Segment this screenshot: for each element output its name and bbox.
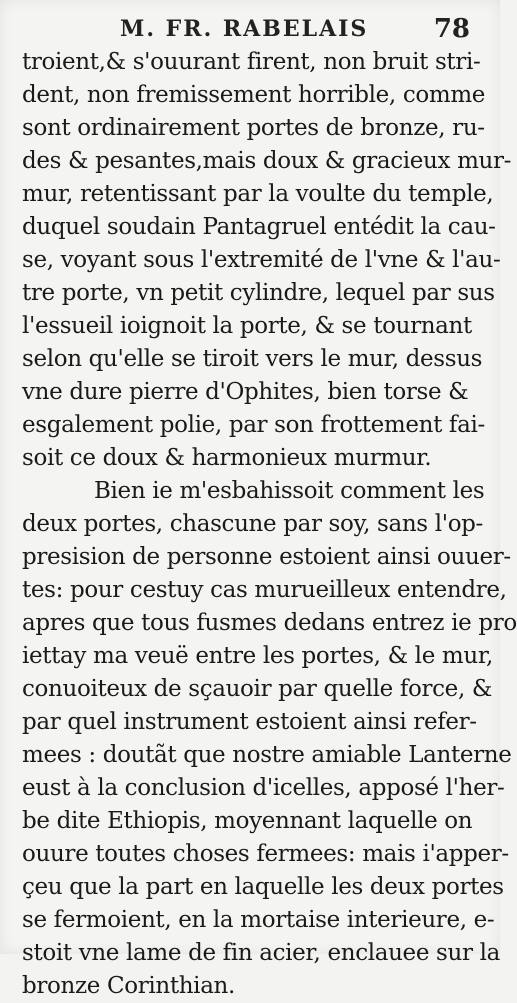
page-header — [0, 10, 500, 50]
text-line: eust à la conclusion d'icelles, apposé l'her- — [22, 775, 505, 801]
text-line: bronze Corinthian. — [22, 973, 235, 999]
text-line: conuoiteux de sçauoir par quelle force, & — [22, 676, 492, 702]
text-line: ouure toutes choses fermees: mais i'apper- — [22, 841, 509, 867]
text-line: mur, retentissant par la voulte du temple, — [22, 181, 494, 207]
text-line: vne dure pierre d'Ophites, bien torse & — [22, 379, 469, 405]
text-line: mees : doutãt que nostre amiable Lanterne — [22, 742, 512, 768]
text-line: soit ce doux & harmonieux murmur. — [22, 445, 432, 471]
body-text — [22, 46, 517, 1003]
text-line: stoit vne lame de fin acier, enclauee sur la — [22, 940, 500, 966]
text-line: selon qu'elle se tiroit vers le mur, dessus — [22, 346, 483, 372]
text-line: be dite Ethiopis, moyennant laquelle on — [22, 808, 473, 834]
text-line: tre porte, vn petit cylindre, lequel par sus — [22, 280, 495, 306]
text-line: des & pesantes,mais doux & gracieux mur- — [22, 148, 512, 174]
running-head: M. FR. RABELAIS — [120, 16, 369, 42]
text-line: sont ordinairement portes de bronze, ru- — [22, 115, 485, 141]
text-line: tes: pour cestuy cas murueilleux entendre, — [22, 577, 507, 603]
text-line: iettay ma veuë entre les portes, & le mur, — [22, 643, 493, 669]
paragraph-start-line: Bien ie m'esbahissoit comment les — [94, 478, 485, 504]
text-line: çeu que la part en laquelle les deux portes — [22, 874, 504, 900]
text-line: se, voyant sous l'extremité de l'vne & l'au- — [22, 247, 501, 273]
page-number: 78 — [433, 14, 470, 44]
text-line: troient,& s'ouurant firent, non bruit stri- — [22, 49, 481, 75]
text-line: apres que tous fusmes dedans entrez ie pro — [22, 610, 517, 636]
text-line: presision de personne estoient ainsi ouuer- — [22, 544, 511, 570]
text-line: l'essueil ioignoit la porte, & se tournant — [22, 313, 472, 339]
text-line: esgalement polie, par son frottement fai- — [22, 412, 485, 438]
text-line: deux portes, chascune par soy, sans l'op- — [22, 511, 483, 537]
text-line: dent, non fremissement horrible, comme — [22, 82, 486, 108]
text-line: se fermoient, en la mortaise interieure, e- — [22, 907, 495, 933]
text-line: duquel soudain Pantagruel entédit la cau- — [22, 214, 496, 240]
text-line: par quel instrument estoient ainsi refer- — [22, 709, 477, 735]
